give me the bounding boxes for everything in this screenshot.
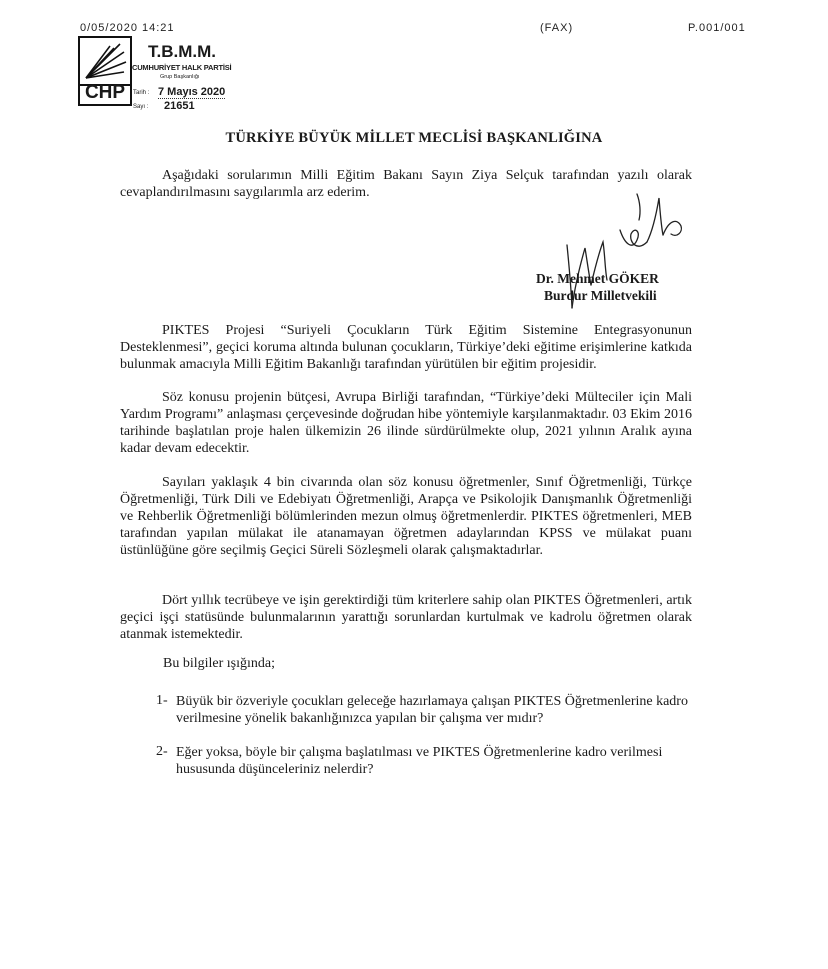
fax-marker: (FAX) [540, 22, 574, 34]
signatory-name: Dr. Mehmet GÖKER [536, 271, 659, 286]
intro-paragraph: Aşağıdaki sorularımın Milli Eğitim Bakanı Sayın Ziya Selçuk tarafından yazılı olarak cevaplandırılmasını saygılarımla arz ederim. [120, 168, 692, 200]
stamp-title: T.B.M.M. [148, 42, 216, 61]
fax-date-time: 0/05/2020 14:21 [80, 22, 175, 34]
body-paragraph-4: Dört yıllık tecrübeye ve işin gerektirdiği tüm kriterlere sahip olan PIKTES Öğretmenleri, artık geçici işçi statüsünde bulunmalarının yarattığı sorunlardan kurtulmak ve kadrolu öğretmen olarak atanmak istemektedir. [120, 593, 692, 642]
chp-label: CHP [78, 82, 132, 106]
question-number: 1- [156, 693, 168, 708]
document-heading: TÜRKİYE BÜYÜK MİLLET MECLİSİ BAŞKANLIĞINA [225, 130, 603, 146]
body-paragraph-3: Sayıları yaklaşık 4 bin civarında olan söz konusu öğretmenler, Sınıf Öğretmenliği, Türkçe Öğretmenliği, Türk Dili ve Edebiyatı Öğretmenliği, Arapça ve Psikolojik Danışmanlık Öğretmenliği ve Rehberlik Öğretmenliği bölümlerinden mezun olmuş öğretmenlerdir. PIKTES öğretmenleri, MEB tarafından yapılan mülakat ile atanamayan öğretmen adaylarından KPSS ve mülakat puanı üstünlüğüne göre seçilmiş Geçici Süreli Sözleşmeli olarak çalışmaktadırlar. [120, 475, 692, 558]
stamp-party-name: CUMHURİYET HALK PARTİSİ [132, 63, 232, 72]
stamp-number-value: 21651 [164, 100, 195, 112]
stamp-date-value: 7 Mayıs 2020 [158, 86, 226, 98]
question-text: Büyük bir özveriyle çocukları geleceğe hazırlamaya çalışan PIKTES Öğretmenlerine kadro verilmesine yönelik bakanlığınızca yapılan bir çalışma ver mıdır? [176, 694, 688, 726]
chp-stamp [78, 36, 244, 114]
body-paragraph-1: PIKTES Projesi “Suriyeli Çocukların Türk Eğitim Sistemine Entegrasyonunun Desteklenmesi”, geçici koruma altında bulunan çocukların, Türkiye’deki eğitime erişimlerine katkıda bulunmak amacıyla Milli Eğitim Bakanlığı tarafından yürütülen bir eğitim projesidir. [120, 323, 692, 372]
fax-page-number: P.001/001 [688, 22, 746, 34]
signatory-title: Burdur Milletvekili [544, 288, 657, 303]
chp-logo-box [78, 36, 132, 86]
lead-text: Bu bilgiler ışığında; [163, 656, 275, 671]
stamp-number-label: Sayı : [133, 104, 149, 110]
question-text: Eğer yoksa, böyle bir çalışma başlatılması ve PIKTES Öğretmenlerine kadro verilmesi hususunda düşünceleriniz nelerdir? [176, 745, 663, 777]
stamp-date-label: Tarih : [133, 90, 150, 96]
body-paragraph-2: Söz konusu projenin bütçesi, Avrupa Birliği tarafından, “Türkiye’deki Mülteciler için Mali Yardım Programı” anlaşması çerçevesinde doğrudan hibe yöntemiyle karşılanmaktadır. 03 Ekim 2016 tarihinde başlatılan proje halen ülkemizin 26 ilinde sürdürülmekte olup, 2021 yılının Aralık ayına kadar devam edecektir. [120, 390, 692, 456]
stamp-group: Grup Başkanlığı [160, 74, 200, 80]
question-number: 2- [156, 744, 168, 759]
chp-arrows-logo-icon [80, 38, 130, 84]
